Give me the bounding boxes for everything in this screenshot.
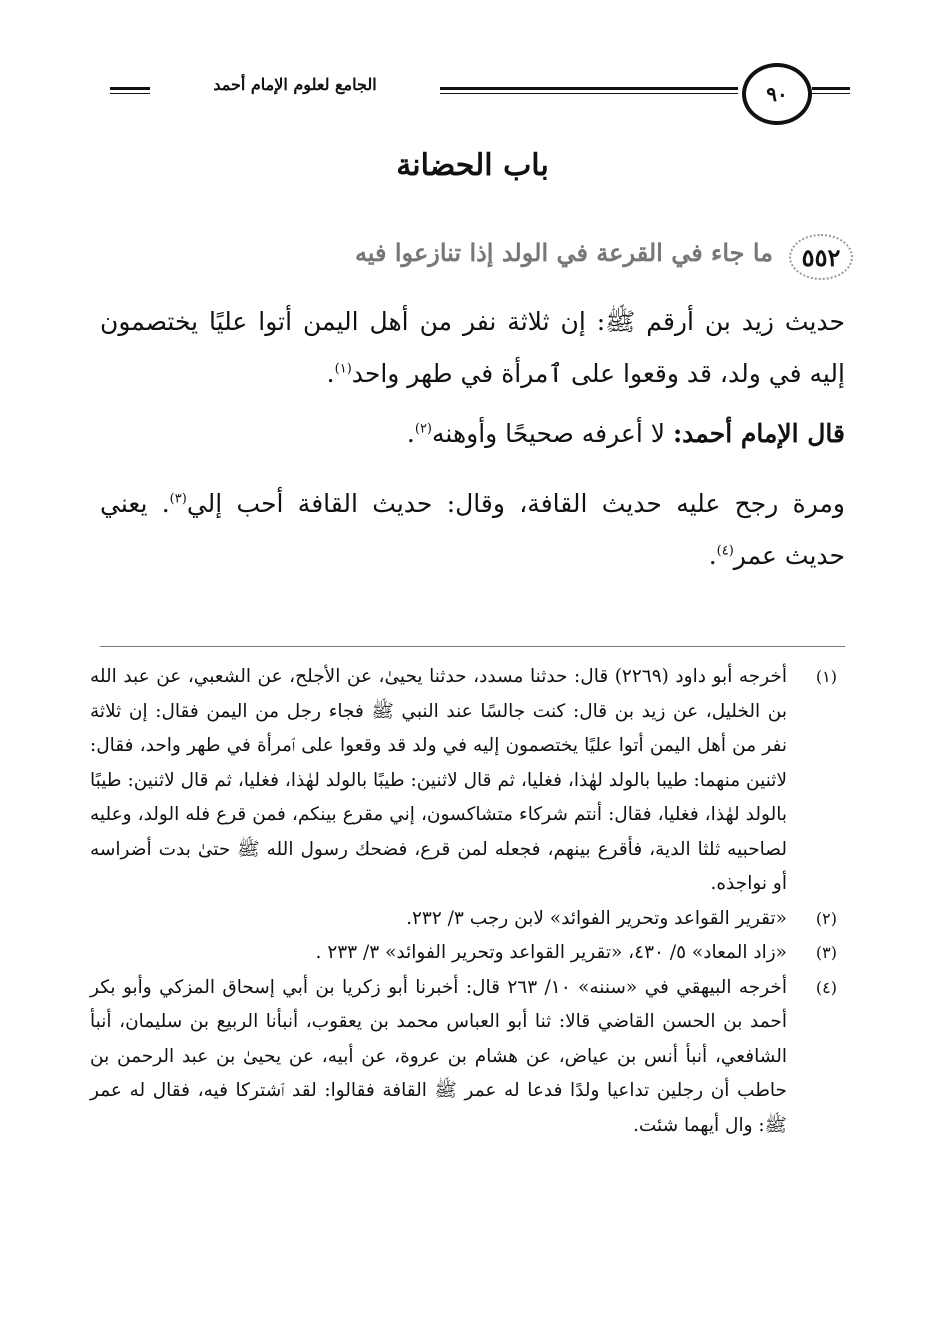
footnote-item	[90, 936, 845, 971]
footnote-divider	[100, 646, 845, 647]
header-rule-left-thin	[110, 93, 150, 94]
hadith-paragraph	[100, 296, 845, 400]
paragraph-text-cont: . يعني حديث عمر	[100, 489, 845, 570]
footnote-text: أخرجه البيهقي في «سننه» ١٠/ ٢٦٣ قال: أخبرنا أبو زكريا بن أبي إسحاق المزكي وأبو بكر أحمد بن الحسن القاضي قالا: ثنا أبو العباس محمد بن يعقوب، أنبأنا الربيع بن سليمان، أنبأ الشافعي، أنبأ أنس بن عياض، عن هشام بن عروة، عن أبيه، عن يحيىٰ بن عبد الرحمن بن حاطب أن رجلين تداعيا ولدًا فدعا له عمر ﷺ القافة فقالوا: لقد ٱشتركا فيه، فقال له عمر ﷺ: وال أيهما شئت.	[90, 976, 787, 1136]
imam-ahmad-statement	[100, 408, 845, 460]
footnote-number: (١)	[815, 667, 837, 686]
footnote-item	[90, 902, 845, 937]
footnote-text: «تقرير القواعد وتحرير الفوائد» لابن رجب ٣/ ٢٣٢.	[406, 907, 787, 929]
footnote-text: أخرجه أبو داود (٢٢٦٩) قال: حدثنا مسدد، حدثنا يحيىٰ، عن الأجلح، عن الشعبي، عن عبد الله بن الخليل، عن زيد بن قال: كنت جالسًا عند النبي ﷺ فجاء رجل من اليمن فقال: إن ثلاثة نفر من أهل اليمن أتوا عليًا يختصمون إليه في ولد قد وقعوا على ٱمرأة في طهر واحد، فقال: لاثنين منهما: طيبا بالولد لهٰذا، فغليا، ثم قال لاثنين: طيبًا بالولد لهٰذا، فغليا، ثم قال لاثنين: طيبًا بالولد لهٰذا، فغليا، فقال: أنتم شركاء متشاكسون، إني مقرع بينكم، فمن قرع فله الولد، وعليه لصاحبيه ثلثا الدية، فأقرع بينهم، فجعله لمن قرع، فضحك رسول الله ﷺ حتىٰ بدت أضراسه أو نواجذه.	[90, 666, 787, 894]
statement-speaker: قال الإمام أحمد:	[672, 419, 845, 448]
paragraph-text: حديث زيد بن أرقم ﷺ: إن ثلاثة نفر من أهل اليمن أتوا عليًا يختصمون إليه في ولد، قد وقعوا على ٱمرأة في طهر واحد	[100, 307, 845, 388]
footnote-ref: (٣)	[169, 491, 187, 507]
footnotes	[90, 660, 845, 1143]
footnote-item	[90, 660, 845, 902]
header-rule-right-thin	[812, 93, 850, 94]
footnote-number: (٣)	[815, 943, 837, 962]
footnote-number: (٢)	[815, 908, 837, 928]
footnote-ref: (١)	[334, 361, 352, 377]
paragraph-end: .	[406, 419, 415, 448]
footnote-ref: (٢)	[414, 421, 432, 437]
header-rule-middle	[440, 87, 738, 90]
running-header	[110, 55, 850, 135]
chapter-title: باب الحضانة	[396, 148, 549, 183]
qafa-paragraph	[100, 478, 845, 582]
section-title: ما جاء في القرعة في الولد إذا تنازعوا فيه	[354, 238, 773, 267]
section-heading	[235, 232, 855, 282]
header-rule-right	[812, 87, 850, 90]
header-rule-middle-thin	[440, 93, 738, 94]
footnote-number: (٤)	[815, 977, 837, 997]
header-rule-left	[110, 87, 150, 90]
section-number: ٥٥٢	[801, 242, 841, 272]
paragraph-end: .	[326, 359, 335, 388]
statement-text: لا أعرفه صحيحًا وأوهنه	[432, 419, 673, 448]
paragraph-end: .	[708, 541, 717, 570]
footnote-text: «زاد المعاد» ٥/ ٤٣٠، «تقرير القواعد وتحرير الفوائد» ٣/ ٢٣٣ .	[315, 942, 787, 963]
page-number: ٩٠	[742, 63, 812, 125]
header-book-title: الجامع لعلوم الإمام أحمد	[213, 75, 377, 94]
section-number-ornament	[787, 232, 855, 282]
footnote-ref: (٤)	[716, 543, 734, 559]
footnote-item	[90, 971, 845, 1144]
paragraph-text: ومرة رجح عليه حديث القافة، وقال: حديث القافة أحب إلي	[186, 489, 845, 518]
